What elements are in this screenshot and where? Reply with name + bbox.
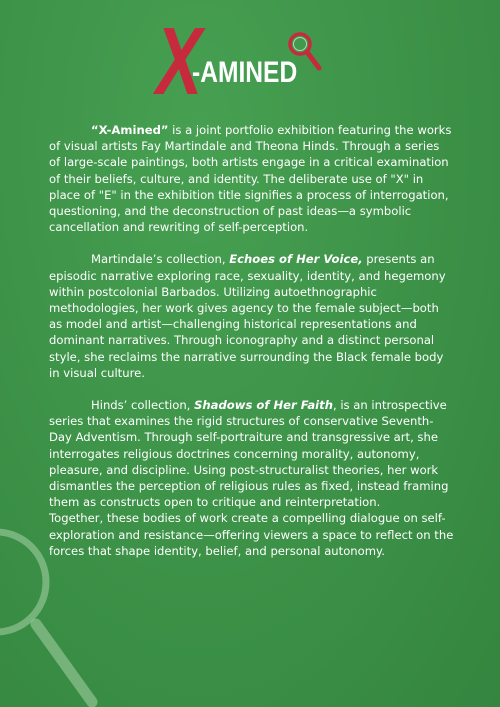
intro-paragraph <box>49 122 454 235</box>
magnifying-glass-icon <box>286 30 322 74</box>
closing-paragraph: Together, these bodies of work create a compelling dialogue on self-exploration and resistance—offering viewers a space to reflect on the forces that shape identity, belief, and personal autonomy. <box>49 511 454 558</box>
exhibition-description <box>49 122 454 559</box>
hinds-collection-title: Shadows of Her Faith <box>194 398 333 413</box>
logo-amined-text: -AMINED <box>192 56 298 89</box>
martindale-text: presents an episodic narrative exploring race, sexuality, identity, and hegemony within postcolonial Barbados. Utilizing autoethnographic methodologies, her work gives agency to the female subject—both as model and artist—challenging historical representations and dominant narratives. Through iconography and a distinct personal style, she reclaims the narrative surrounding the Black female body in visual culture. <box>49 252 446 380</box>
martindale-collection-title: Echoes of Her Voice, <box>229 252 363 267</box>
exhibition-logo <box>150 8 330 118</box>
exhibition-title: “X-Amined” <box>91 123 169 137</box>
intro-text: is a joint portfolio exhibition featuring the works of visual artists Fay Martindale and Theona Hinds. Through a series of large-scale paintings, both artists engage in a critical examination of their beliefs, culture, and identity. The deliberate use of "X" in place of "E" in the exhibition title signifies a process of interrogation, questioning, and the deconstruction of past ideas—a symbolic cancellation and rewriting of self-perception. <box>49 123 452 235</box>
hinds-lead: Hinds’ collection, <box>91 398 195 413</box>
logo-x-letter: X <box>156 8 203 115</box>
magnifying-glass-outline-icon <box>0 520 120 707</box>
hinds-text: , is an introspective series that examines the rigid structures of conservative Seventh-Day Adventism. Through self-portraiture and transgressive art, she interrogates religious doctrines concerning morality, autonomy, pleasure, and discipline. Using post-structuralist theories, her work dismantles the perception of religious rules as fixed, instead framing them as constructs open to critique and reinterpretation. <box>49 398 449 510</box>
martindale-paragraph <box>49 251 454 381</box>
hinds-paragraph <box>49 397 454 510</box>
martindale-lead: Martindale’s collection, <box>91 252 230 267</box>
